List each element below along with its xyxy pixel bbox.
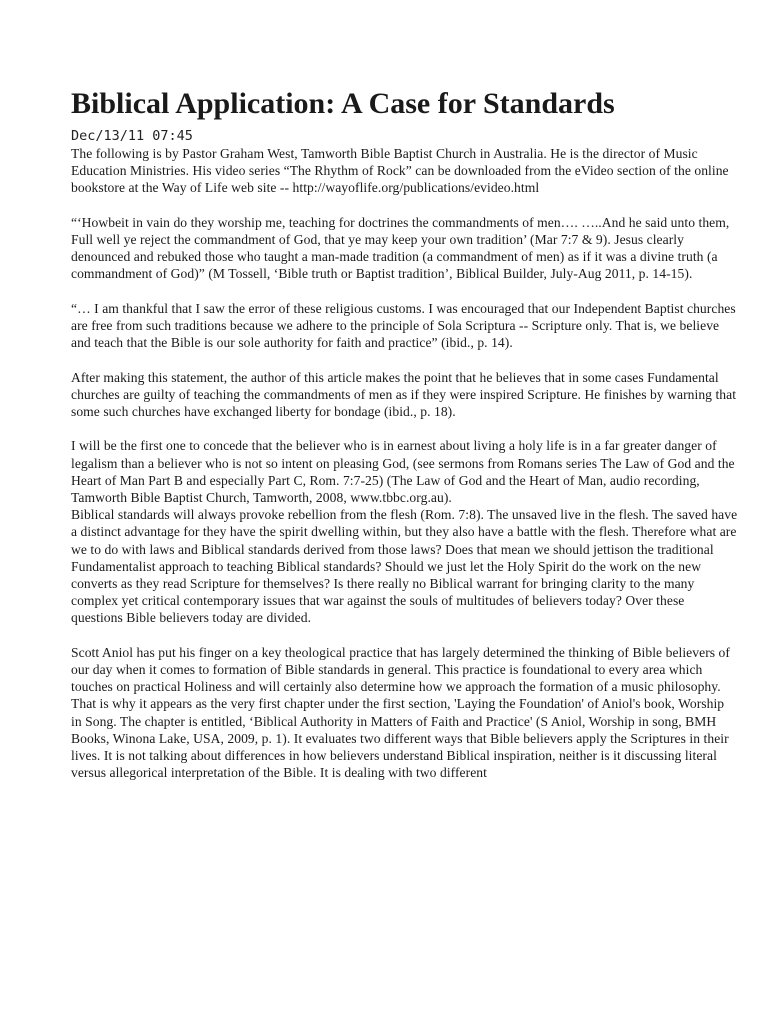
article-date: Dec/13/11 07:45 (71, 128, 193, 144)
paragraph-biblical-standards: Biblical standards will always provoke rebellion from the flesh (Rom. 7:8). The unsaved live in the flesh. The saved have a distinct advantage for they have the spirit dwelling within, but they also have a battle with the flesh. Therefore what are we to do with laws and Biblical standards derived from those laws? Does that mean we should jettison the traditional Fundamentalist approach to teaching Biblical standards? Should we just let the Holy Spirit do the work on the new converts as they read Scripture for themselves? Is there really no Biblical warrant for bringing clarity to the many complex yet critical contemporary issues that war against the souls of multitudes of believers today? Over these questions Bible believers today are divided. (71, 507, 738, 626)
article-title: Biblical Application: A Case for Standards (71, 87, 615, 120)
paragraph-intro: The following is by Pastor Graham West, Tamworth Bible Baptist Church in Australia. He is the director of Music Education Ministries. His video series “The Rhythm of Rock” can be downloaded from the eVideo section of the online bookstore at the Way of Life web site -- http://wayoflife.org/publications/evideo.html (71, 146, 729, 196)
paragraph-scott-aniol: Scott Aniol has put his finger on a key theological practice that has largely determined the thinking of Bible believers of our day when it comes to formation of Bible standards in general. This practice is foundational to every area which touches on practical Holiness and will certainly also determine how we approach the formation of a music philosophy. That is why it appears as the very first chapter under the first section, 'Laying the Foundation' of Aniol's book, Worship in Song. The chapter is entitled, ‘Biblical Authority in Matters of Faith and Practice' (S Aniol, Worship in song, BMH Books, Winona Lake, USA, 2009, p. 1). It evaluates two different ways that Bible believers apply the Scriptures in their lives. It is not talking about differences in how believers understand Biblical inspiration, neither is it discussing literal versus allegorical interpretation of the Bible. It is dealing with two different (71, 644, 730, 781)
article-body (71, 145, 738, 781)
paragraph-quote-sola-scriptura: “… I am thankful that I saw the error of these religious customs. I was encouraged that our Independent Baptist churches are free from such traditions because we adhere to the principle of Sola Scriptura -- Scripture only. That is, we believe and teach that the Bible is our sole authority for faith and practice” (ibid., p. 14). (71, 300, 736, 351)
paragraph-quote-mark: “‘Howbeit in vain do they worship me, teaching for doctrines the commandments of men…. …..And he said unto them, Full well ye reject the commandment of God, that ye may keep your own tradition’ (Mar 7:7 & 9). Jesus clearly denounced and rebuked those who taught a man-made tradition (a commandment of men) as if it was a divine truth (a commandment of God)” (M Tossell, ‘Bible truth or Baptist tradition’, Biblical Builder, July-Aug 2011, p. 14-15). (71, 214, 730, 282)
paragraph-legalism: I will be the first one to concede that the believer who is in earnest about living a holy life is in a far greater danger of legalism than a believer who is not so intent on pleasing God, (see sermons from Romans series The Law of God and the Heart of Man Part B and especially Part C, Rom. 7:7-25) (The Law of God and the Heart of Man, audio recording, Tamworth Bible Baptist Church, Tamworth, 2008, www.tbbc.org.au). (71, 438, 735, 505)
paragraph-author-point: After making this statement, the author of this article makes the point that he believes that in some cases Fundamental churches are guilty of teaching the commandments of men as if they were inspired Scripture. He finishes by warning that some such churches have exchanged liberty for bondage (ibid., p. 18). (71, 369, 737, 419)
